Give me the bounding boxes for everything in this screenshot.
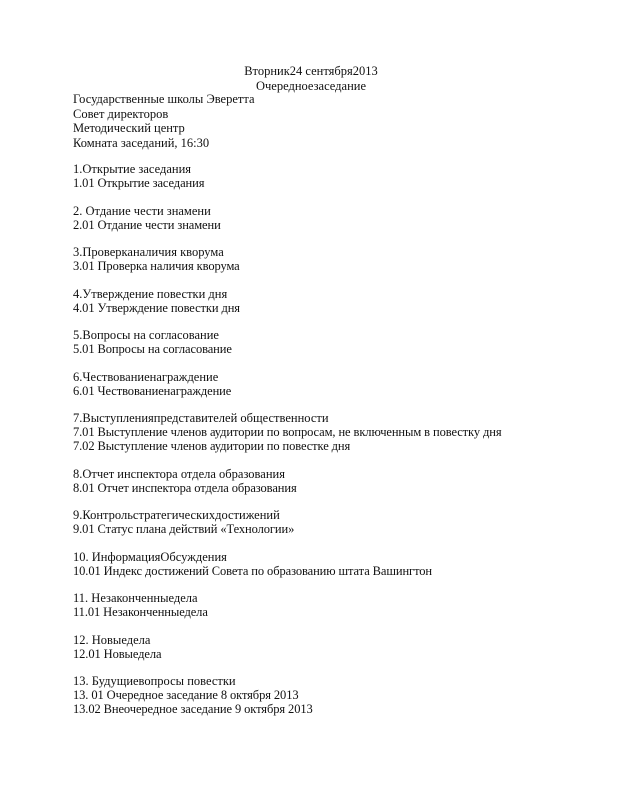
agenda-section-title: 4.Утверждение повестки дня xyxy=(73,286,228,301)
agenda-section xyxy=(73,508,502,536)
agenda-section xyxy=(73,467,502,495)
agenda-section-title: 8.Отчет инспектора отдела образования xyxy=(73,466,285,481)
org-line: Государственные школы Эверетта xyxy=(73,92,255,106)
agenda-item: 9.01 Статус плана действий «Технологии» xyxy=(73,522,295,536)
meeting-date: Вторник24 сентября2013 xyxy=(244,64,378,78)
agenda-section-title: 12. Новыедела xyxy=(73,632,151,647)
agenda-section-title: 1.Открытие заседания xyxy=(73,162,192,176)
meeting-type: Очередноезаседание xyxy=(255,79,367,93)
agenda-item: 2.01 Отдание чести знамени xyxy=(73,217,221,232)
agenda-item: 12.01 Новыедела xyxy=(73,646,162,661)
agenda-item: 13. 01 Очередное заседание 8 октября 2013 xyxy=(73,688,299,702)
document-header xyxy=(0,64,618,94)
agenda-section-title: 5.Вопросы на согласование xyxy=(73,328,219,342)
agenda-section xyxy=(73,591,502,619)
agenda-section-title: 2. Отдание чести знамени xyxy=(73,203,211,218)
agenda-item: 4.01 Утверждение повестки дня xyxy=(73,300,240,315)
org-line: Комната заседаний, 16:30 xyxy=(73,135,210,150)
agenda-item: 1.01 Открытие заседания xyxy=(73,176,205,190)
agenda-section-title: 13. Будущиевопросы повестки xyxy=(73,674,236,688)
agenda-item: 10.01 Индекс достижений Совета по образованию штата Вашингтон xyxy=(73,563,433,578)
agenda-item: 13.02 Внеочередное заседание 9 октября 2013 xyxy=(73,702,313,716)
agenda-item: 3.01 Проверка наличия кворума xyxy=(73,259,240,273)
agenda-item: 8.01 Отчет инспектора отдела образования xyxy=(73,480,297,495)
agenda-section-title: 7.Выступленияпредставителей общественности xyxy=(73,411,329,425)
org-line: Совет директоров xyxy=(73,106,169,121)
agenda-section xyxy=(73,204,502,232)
agenda-section xyxy=(73,633,502,661)
agenda-section xyxy=(73,245,502,273)
agenda-section xyxy=(73,162,502,190)
agenda-section xyxy=(73,370,502,398)
agenda-section-title: 6.Чествованиенаграждение xyxy=(73,369,219,384)
agenda-item: 7.02 Выступление членов аудитории по повестке дня xyxy=(73,439,351,453)
agenda-section xyxy=(73,287,502,315)
agenda-section xyxy=(73,674,502,716)
agenda-item: 7.01 Выступление членов аудитории по вопросам, не включенным в повестку дня xyxy=(73,425,502,439)
agenda-section xyxy=(73,328,502,356)
agenda-list xyxy=(73,162,502,730)
agenda-item: 6.01 Чествованиенаграждение xyxy=(73,383,232,398)
agenda-section-title: 3.Проверканаличия кворума xyxy=(73,245,224,259)
agenda-section-title: 10. ИнформацияОбсуждения xyxy=(73,549,227,564)
agenda-section xyxy=(73,550,502,578)
agenda-item: 5.01 Вопросы на согласование xyxy=(73,342,232,356)
agenda-section xyxy=(73,411,502,453)
agenda-section-title: 11. Незаконченныедела xyxy=(73,591,198,605)
organization-block xyxy=(73,92,255,150)
agenda-item: 11.01 Незаконченныедела xyxy=(73,605,208,619)
org-line: Методический центр xyxy=(73,121,185,135)
agenda-section-title: 9.Контрольстратегическихдостижений xyxy=(73,508,280,522)
